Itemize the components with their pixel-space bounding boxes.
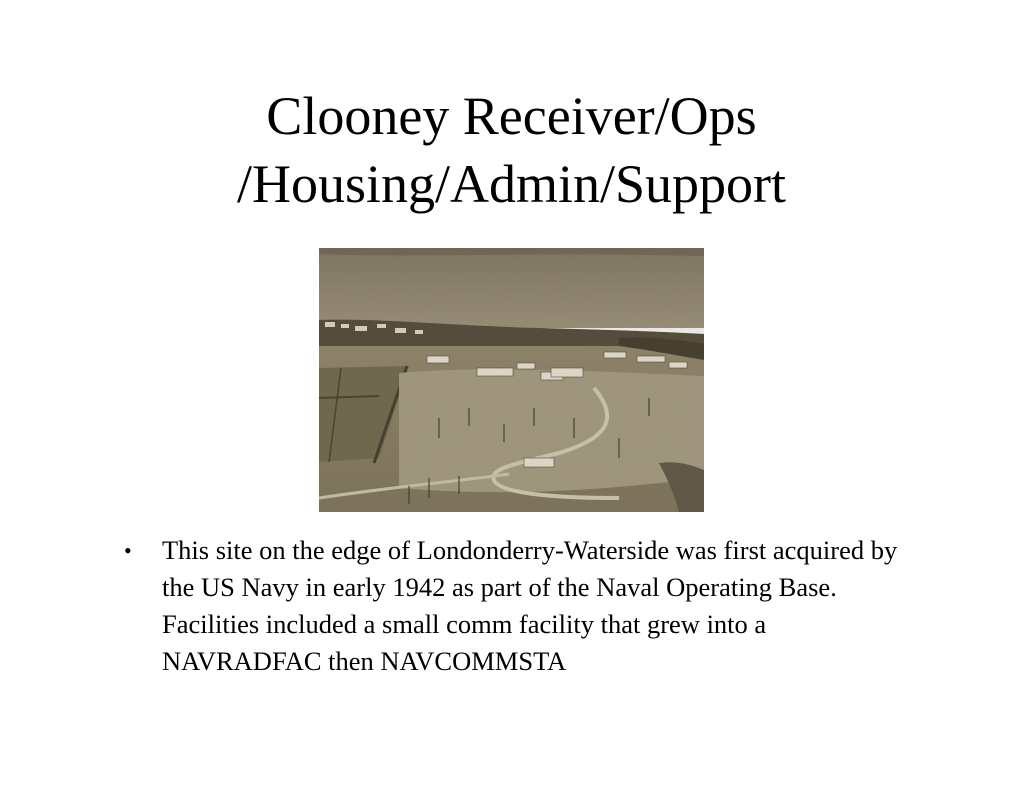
slide-title [0,82,1023,218]
bullet-list [122,532,912,680]
slide-title-line-1: Clooney Receiver/Ops [266,86,757,146]
aerial-photo [319,248,704,512]
slide-title-line-2: /Housing/Admin/Support [236,154,787,214]
bullet-text: This site on the edge of Londonderry-Waterside was first acquired by the US Navy in early 1942 as part of the Naval Operating Base. Facilities included a small comm facility that grew into a NAVRADFAC then NAVCOMMSTA [162,535,898,676]
bullet-marker: • [124,538,132,563]
bullet-item [122,532,912,680]
